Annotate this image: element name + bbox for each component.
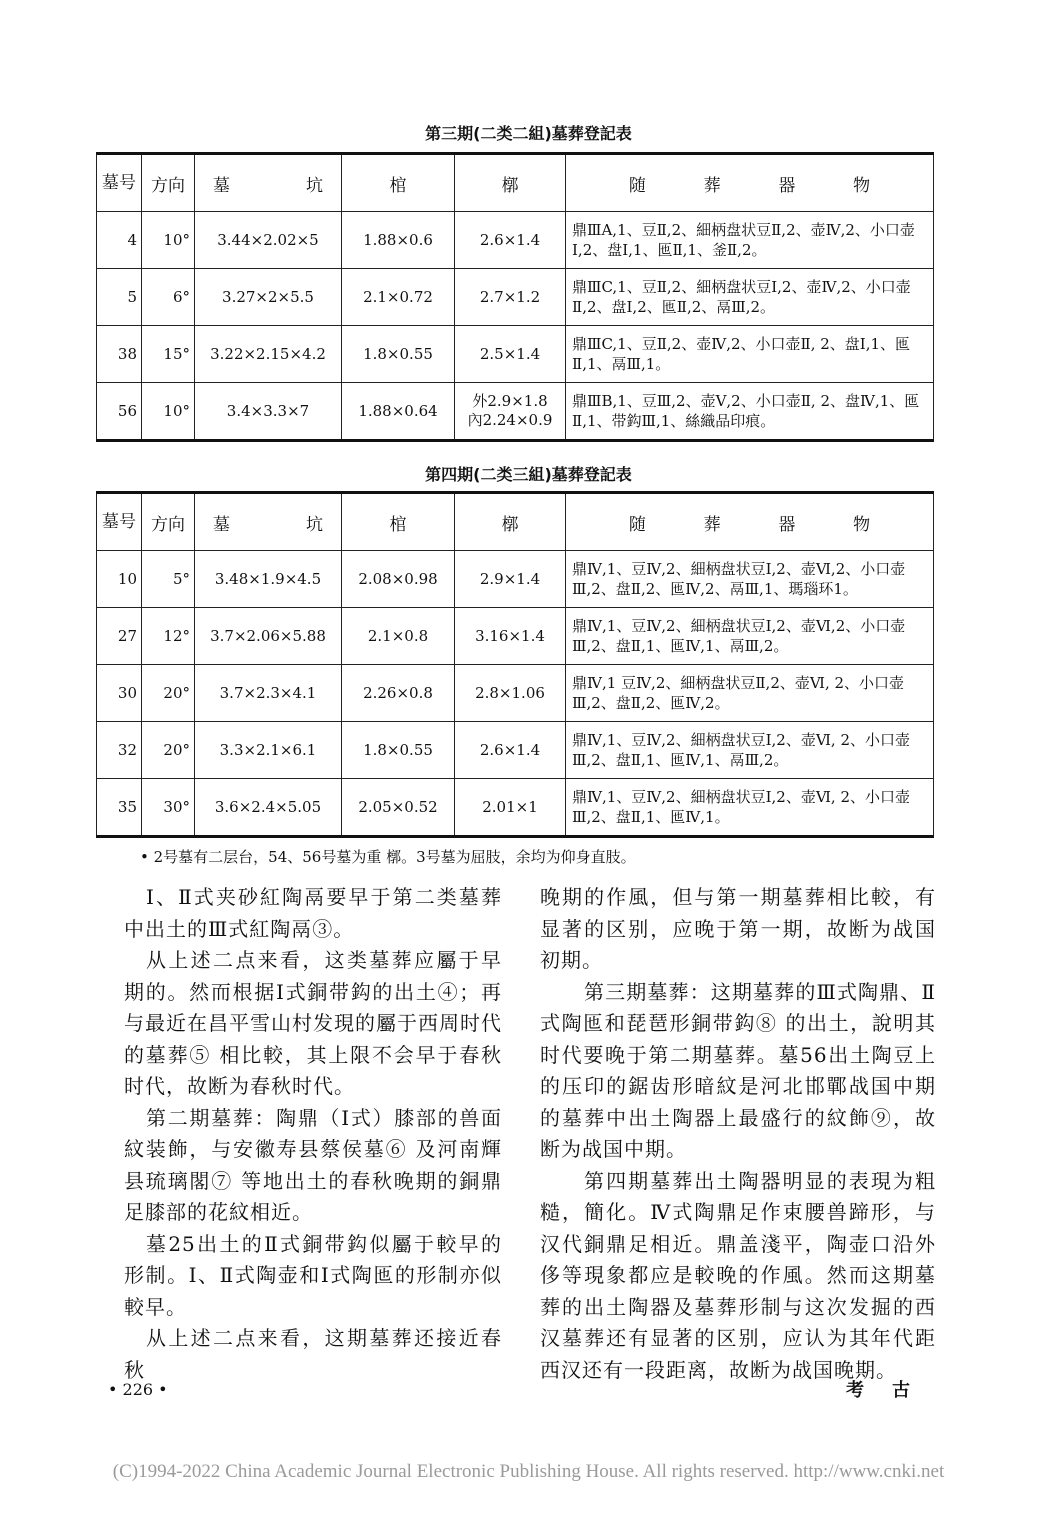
outer-coffin-cell: 2.9×1.4	[455, 551, 566, 608]
grave-goods-cell: 鼎ⅢA,1、豆Ⅱ,2、細柄盘状豆Ⅱ,2、壶Ⅳ,2、小口壶Ⅰ,2、盘Ⅰ,1、匜Ⅱ,1、釜Ⅱ,2。	[566, 212, 934, 269]
grave-goods-cell: 鼎ⅢC,1、豆Ⅱ,2、壶Ⅳ,2、小口壶Ⅱ, 2、盘Ⅰ,1、匜Ⅱ,1、鬲Ⅲ,1。	[566, 326, 934, 383]
left-column	[124, 882, 502, 1386]
pit-size-cell: 3.22×2.15×4.2	[195, 326, 342, 383]
direction-cell: 20°	[142, 665, 195, 722]
tomb-no-cell: 35	[97, 779, 142, 837]
table-header-row	[97, 154, 934, 212]
coffin-size-cell: 2.1×0.8	[342, 608, 455, 665]
coffin-size-cell: 1.8×0.55	[342, 722, 455, 779]
table-row	[97, 608, 934, 665]
table-row	[97, 551, 934, 608]
tomb-no-cell: 5	[97, 269, 142, 326]
hg1: 随	[628, 175, 646, 196]
hg2: 葬	[703, 175, 721, 196]
table-row	[97, 779, 934, 837]
header-grave-goods	[566, 493, 934, 551]
paragraph: 墓25出土的Ⅱ式銅带鈎似屬于較早的形制。Ⅰ、Ⅱ式陶壶和Ⅰ式陶匜的形制亦似較早。	[124, 1231, 502, 1319]
grave-goods-cell: 鼎Ⅳ,1、豆Ⅳ,2、細柄盘状豆Ⅰ,2、壶Ⅵ,2、小口壶Ⅲ,2、盘Ⅱ,2、匜Ⅳ,2、鬲Ⅲ,1、瑪瑙环1。	[566, 551, 934, 608]
outer-coffin-cell	[455, 383, 566, 441]
direction-cell: 30°	[142, 779, 195, 837]
journal-name: 考古	[846, 1380, 938, 1401]
coffin-size-cell: 1.88×0.64	[342, 383, 455, 441]
grave-goods-cell: 鼎ⅢB,1、豆Ⅲ,2、壶Ⅴ,2、小口壶Ⅱ, 2、盘Ⅳ,1、匜Ⅱ,1、带鈎Ⅲ,1、絲織品印痕。	[566, 383, 934, 441]
pit-size-cell: 3.6×2.4×5.05	[195, 779, 342, 837]
pit-size-cell: 3.44×2.02×5	[195, 212, 342, 269]
outer-coffin-cell: 2.01×1	[455, 779, 566, 837]
header-direction: 方向	[142, 493, 195, 551]
header-tomb-no: 墓号	[97, 154, 142, 212]
direction-cell: 15°	[142, 326, 195, 383]
pit-size-cell: 3.7×2.06×5.88	[195, 608, 342, 665]
direction-cell: 10°	[142, 383, 195, 441]
header-tomb-no: 墓号	[97, 493, 142, 551]
outer-coffin-cell: 2.7×1.2	[455, 269, 566, 326]
hg3: 器	[778, 514, 796, 535]
hg2: 葬	[703, 514, 721, 535]
paragraph: Ⅰ、Ⅱ式夹砂紅陶鬲要早于第二类墓葬中出土的Ⅲ式紅陶鬲③。	[124, 885, 502, 941]
table3	[96, 152, 934, 442]
table-row	[97, 326, 934, 383]
coffin-size-cell: 2.05×0.52	[342, 779, 455, 837]
header-coffin: 棺	[342, 154, 455, 212]
paragraph: 从上述二点来看，这期墓葬还接近春秋	[124, 1326, 502, 1382]
coffin-size-cell: 2.26×0.8	[342, 665, 455, 722]
header-pit-1: 墓	[213, 175, 230, 196]
hg4: 物	[853, 175, 871, 196]
table-note: • 2号墓有二层台，54、56号墓为重 槨。3号墓为屈肢，余均为仰身直肢。	[140, 848, 636, 866]
table4	[96, 491, 934, 838]
table-header-row	[97, 493, 934, 551]
coffin-size-cell: 2.08×0.98	[342, 551, 455, 608]
pit-size-cell: 3.48×1.9×4.5	[195, 551, 342, 608]
pit-size-cell: 3.3×2.1×6.1	[195, 722, 342, 779]
outer-coffin-cell: 2.6×1.4	[455, 212, 566, 269]
header-pit	[195, 493, 342, 551]
header-grave-goods	[566, 154, 934, 212]
table-row	[97, 269, 934, 326]
tomb-no-cell: 32	[97, 722, 142, 779]
coffin-size-cell: 1.88×0.6	[342, 212, 455, 269]
tomb-no-cell: 10	[97, 551, 142, 608]
direction-cell: 6°	[142, 269, 195, 326]
header-pit-2: 坑	[306, 175, 323, 196]
header-coffin: 棺	[342, 493, 455, 551]
copyright-footer: (C)1994-2022 China Academic Journal Electronic Publishing House. All rights reserved. http://www.cnki.net	[112, 1461, 945, 1482]
paragraph: 第三期墓葬：这期墓葬的Ⅲ式陶鼎、Ⅱ式陶匜和琵琶形銅带鈎⑧ 的出土，說明其时代要晚于第二期墓葬。墓56出土陶豆上的压印的鋸齿形暗紋是河北邯鄲战国中期的墓葬中出土陶器上最盛行的紋飾⑨，故断为战国中期。	[540, 979, 936, 1161]
tomb-no-cell: 30	[97, 665, 142, 722]
paragraph: 从上述二点来看，这类墓葬应屬于早期的。然而根据Ⅰ式銅带鈎的出土④；再与最近在昌平雪山村发現的屬于西周时代的墓葬⑤ 相比較，其上限不会早于春秋时代，故断为春秋时代。	[124, 948, 502, 1098]
header-pit-1: 墓	[213, 514, 230, 535]
header-direction: 方向	[142, 154, 195, 212]
table-row	[97, 383, 934, 441]
grave-goods-cell: 鼎Ⅳ,1、豆Ⅳ,2、細柄盘状豆Ⅰ,2、壶Ⅵ, 2、小口壶Ⅲ,2、盘Ⅱ,1、匜Ⅳ,1。	[566, 779, 934, 837]
table-row	[97, 665, 934, 722]
header-pit-2: 坑	[306, 514, 323, 535]
table4-title: 第四期(二类三組)墓葬登記表	[425, 465, 632, 484]
hg3: 器	[778, 175, 796, 196]
grave-goods-cell: 鼎ⅢC,1、豆Ⅱ,2、細柄盘状豆Ⅰ,2、壶Ⅳ,2、小口壶Ⅱ,2、盘Ⅰ,2、匜Ⅱ,2、鬲Ⅲ,2。	[566, 269, 934, 326]
tomb-no-cell: 56	[97, 383, 142, 441]
page-number: • 226 •	[108, 1380, 168, 1399]
pit-size-cell: 3.4×3.3×7	[195, 383, 342, 441]
outer-coffin-cell: 2.6×1.4	[455, 722, 566, 779]
outer-coffin-cell: 3.16×1.4	[455, 608, 566, 665]
coffin-size-cell: 1.8×0.55	[342, 326, 455, 383]
pit-size-cell: 3.27×2×5.5	[195, 269, 342, 326]
paragraph: 第四期墓葬出土陶器明显的表現为粗糙，簡化。Ⅳ式陶鼎足作束腰兽蹄形，与汉代銅鼎足相近。鼎盖淺平，陶壶口沿外侈等現象都应是較晚的作風。然而这期墓葬的出土陶器及墓葬形制与这次发掘的西汉墓葬还有显著的区别，应认为其年代距西汉还有一段距离，故断为战国晚期。	[540, 1168, 936, 1382]
outer-size-line: 外2.9×1.8	[472, 392, 548, 410]
inner-size-line: 內2.24×0.9	[467, 411, 553, 429]
outer-coffin-cell: 2.8×1.06	[455, 665, 566, 722]
header-outer-coffin: 槨	[455, 154, 566, 212]
hg4: 物	[853, 514, 871, 535]
direction-cell: 12°	[142, 608, 195, 665]
header-pit	[195, 154, 342, 212]
grave-goods-cell: 鼎Ⅳ,1、豆Ⅳ,2、細柄盘状豆Ⅰ,2、壶Ⅵ,2、小口壶Ⅲ,2、盘Ⅱ,1、匜Ⅳ,1、鬲Ⅲ,2。	[566, 608, 934, 665]
table-row	[97, 212, 934, 269]
paragraph: 晚期的作風，但与第一期墓葬相比較，有显著的区别，应晚于第一期，故断为战国初期。	[540, 885, 936, 972]
outer-coffin-cell: 2.5×1.4	[455, 326, 566, 383]
table-row	[97, 722, 934, 779]
coffin-size-cell: 2.1×0.72	[342, 269, 455, 326]
tomb-no-cell: 27	[97, 608, 142, 665]
pit-size-cell: 3.7×2.3×4.1	[195, 665, 342, 722]
grave-goods-cell: 鼎Ⅳ,1 豆Ⅳ,2、細柄盘状豆Ⅱ,2、壶Ⅵ, 2、小口壶Ⅲ,2、盘Ⅱ,2、匜Ⅳ,2。	[566, 665, 934, 722]
direction-cell: 20°	[142, 722, 195, 779]
header-outer-coffin: 槨	[455, 493, 566, 551]
tomb-no-cell: 38	[97, 326, 142, 383]
right-column	[540, 882, 936, 1386]
table3-title: 第三期(二类二組)墓葬登記表	[425, 124, 632, 143]
grave-goods-cell: 鼎Ⅳ,1、豆Ⅳ,2、細柄盘状豆Ⅰ,2、壶Ⅵ, 2、小口壶Ⅲ,2、盘Ⅱ,1、匜Ⅳ,1、鬲Ⅲ,2。	[566, 722, 934, 779]
direction-cell: 5°	[142, 551, 195, 608]
tomb-no-cell: 4	[97, 212, 142, 269]
paragraph: 第二期墓葬：陶鼎（Ⅰ式）膝部的兽面紋装飾，与安徽寿县蔡侯墓⑥ 及河南輝县琉璃閣⑦ 等地出土的春秋晚期的銅鼎足膝部的花紋相近。	[124, 1105, 502, 1224]
hg1: 随	[628, 514, 646, 535]
direction-cell: 10°	[142, 212, 195, 269]
